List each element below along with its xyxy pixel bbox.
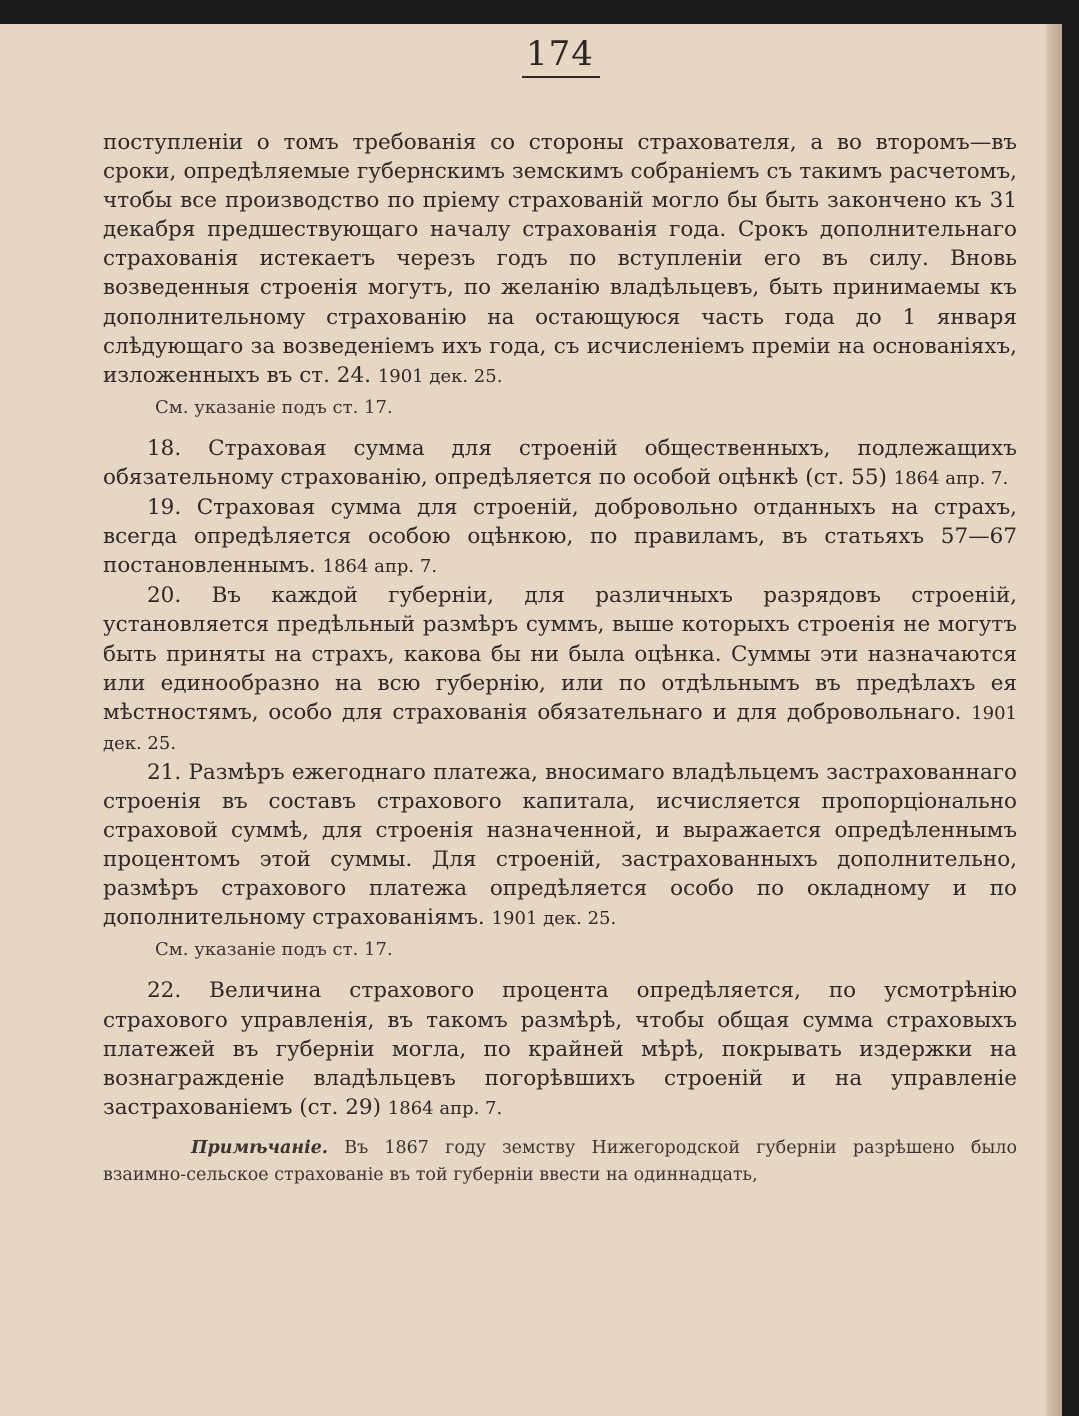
article-text: Размѣръ ежегоднаго платежа, вносимаго владѣльцемъ застрахованнаго строенія въ составъ страхового капитала, исчисляется пропорціонально страховой суммѣ, для строенія назначенной, и выражается опредѣленнымъ процентомъ этой суммы. Для строеній, застрахованныхъ дополнительно, размѣръ страхового платежа опредѣляется особо по окладному и по дополнительному страхованіямъ. (103, 759, 1017, 931)
article-date: 1864 апр. 7. (893, 467, 1009, 489)
article-19 (103, 493, 1017, 581)
see-note-2: См. указаніе подъ ст. 17. (155, 939, 393, 961)
continuation-date: 1901 дек. 25. (377, 365, 503, 387)
footnote-text: Въ 1867 году земству Нижегородской губерніи разрѣшено было взаимно-сельское страхованіе въ той губерніи ввести на одиннадцать, (103, 1137, 1017, 1185)
article-number: 18. (147, 435, 182, 461)
article-number: 20. (147, 583, 182, 609)
article-date: 1864 апр. 7. (387, 1097, 503, 1119)
page-edge (1046, 24, 1062, 1416)
article-number: 21. (147, 759, 182, 785)
continuation-text: поступленіи о томъ требованія со стороны страхователя, а во второмъ—въ сроки, опредѣляемые губернскимъ земскимъ собраніемъ съ такимъ расчетомъ, чтобы все производство по пріему страхованій могло бы быть закончено къ 31 декабря предшествующаго началу страхованія года. Срокъ дополнительнаго страхованія истекаетъ черезъ годъ по вступленіи его въ силу. Вновь возведенныя строенія могутъ, по желанію владѣльцевъ, быть принимаемы къ дополнительному страхованію на остающуюся часть года до 1 января слѣдующаго за возведеніемъ ихъ года, съ исчисленіемъ преміи на основаніяхъ, изложенныхъ въ ст. 24. (103, 130, 1017, 388)
article-text: Страховая сумма для строеній, добровольно отданныхъ на страхъ, всегда опредѣляется особою оцѣнкою, по правиламъ, въ статьяхъ 57—67 постановленнымъ. (103, 495, 1017, 579)
article-date: 1901 дек. 25. (491, 908, 617, 930)
article-18 (103, 434, 1017, 493)
footnote-label: Примѣчаніе. (191, 1137, 328, 1158)
article-number: 22. (147, 978, 182, 1004)
article-22 (103, 976, 1017, 1122)
article-20 (103, 581, 1017, 758)
page-number: 174 (526, 34, 594, 74)
footnote (103, 1135, 1017, 1189)
article-date: 1901 дек. 25. (103, 702, 1017, 754)
article-text: Въ каждой губерніи, для различныхъ разрядовъ строеній, установляется предѣльный размѣръ суммъ, выше которыхъ строенія не могутъ быть приняты на страхъ, какова бы ни была оцѣнка. Суммы эти назначаются или единообразно на всю губернію, или по отдѣльнымъ въ предѣлахъ ея мѣстностямъ, особо для страхованія обязательнаго и для добровольнаго. (103, 583, 1017, 725)
article-text: Величина страхового процента опредѣляется, по усмотрѣнію страхового управленія, въ такомъ размѣрѣ, чтобы общая сумма страховыхъ платежей въ губерніи могла, по крайней мѣрѣ, покрывать издержки на вознагражденіе владѣльцевъ погорѣвшихъ строеній и на управленіе застрахованіемъ (ст. 29) (103, 978, 1017, 1120)
see-note-1: См. указаніе подъ ст. 17. (155, 396, 393, 418)
article-text: Страховая сумма для строеній общественныхъ, подлежащихъ обязательному страхованію, опредѣляется по особой оцѣнкѣ (ст. 55) (103, 435, 1017, 490)
article-date: 1864 апр. 7. (322, 556, 438, 578)
article-21 (103, 758, 1017, 934)
text-block (103, 128, 1017, 1189)
article-number: 19. (147, 495, 182, 521)
page-number-underline (522, 76, 600, 78)
continuation-paragraph (103, 128, 1017, 391)
